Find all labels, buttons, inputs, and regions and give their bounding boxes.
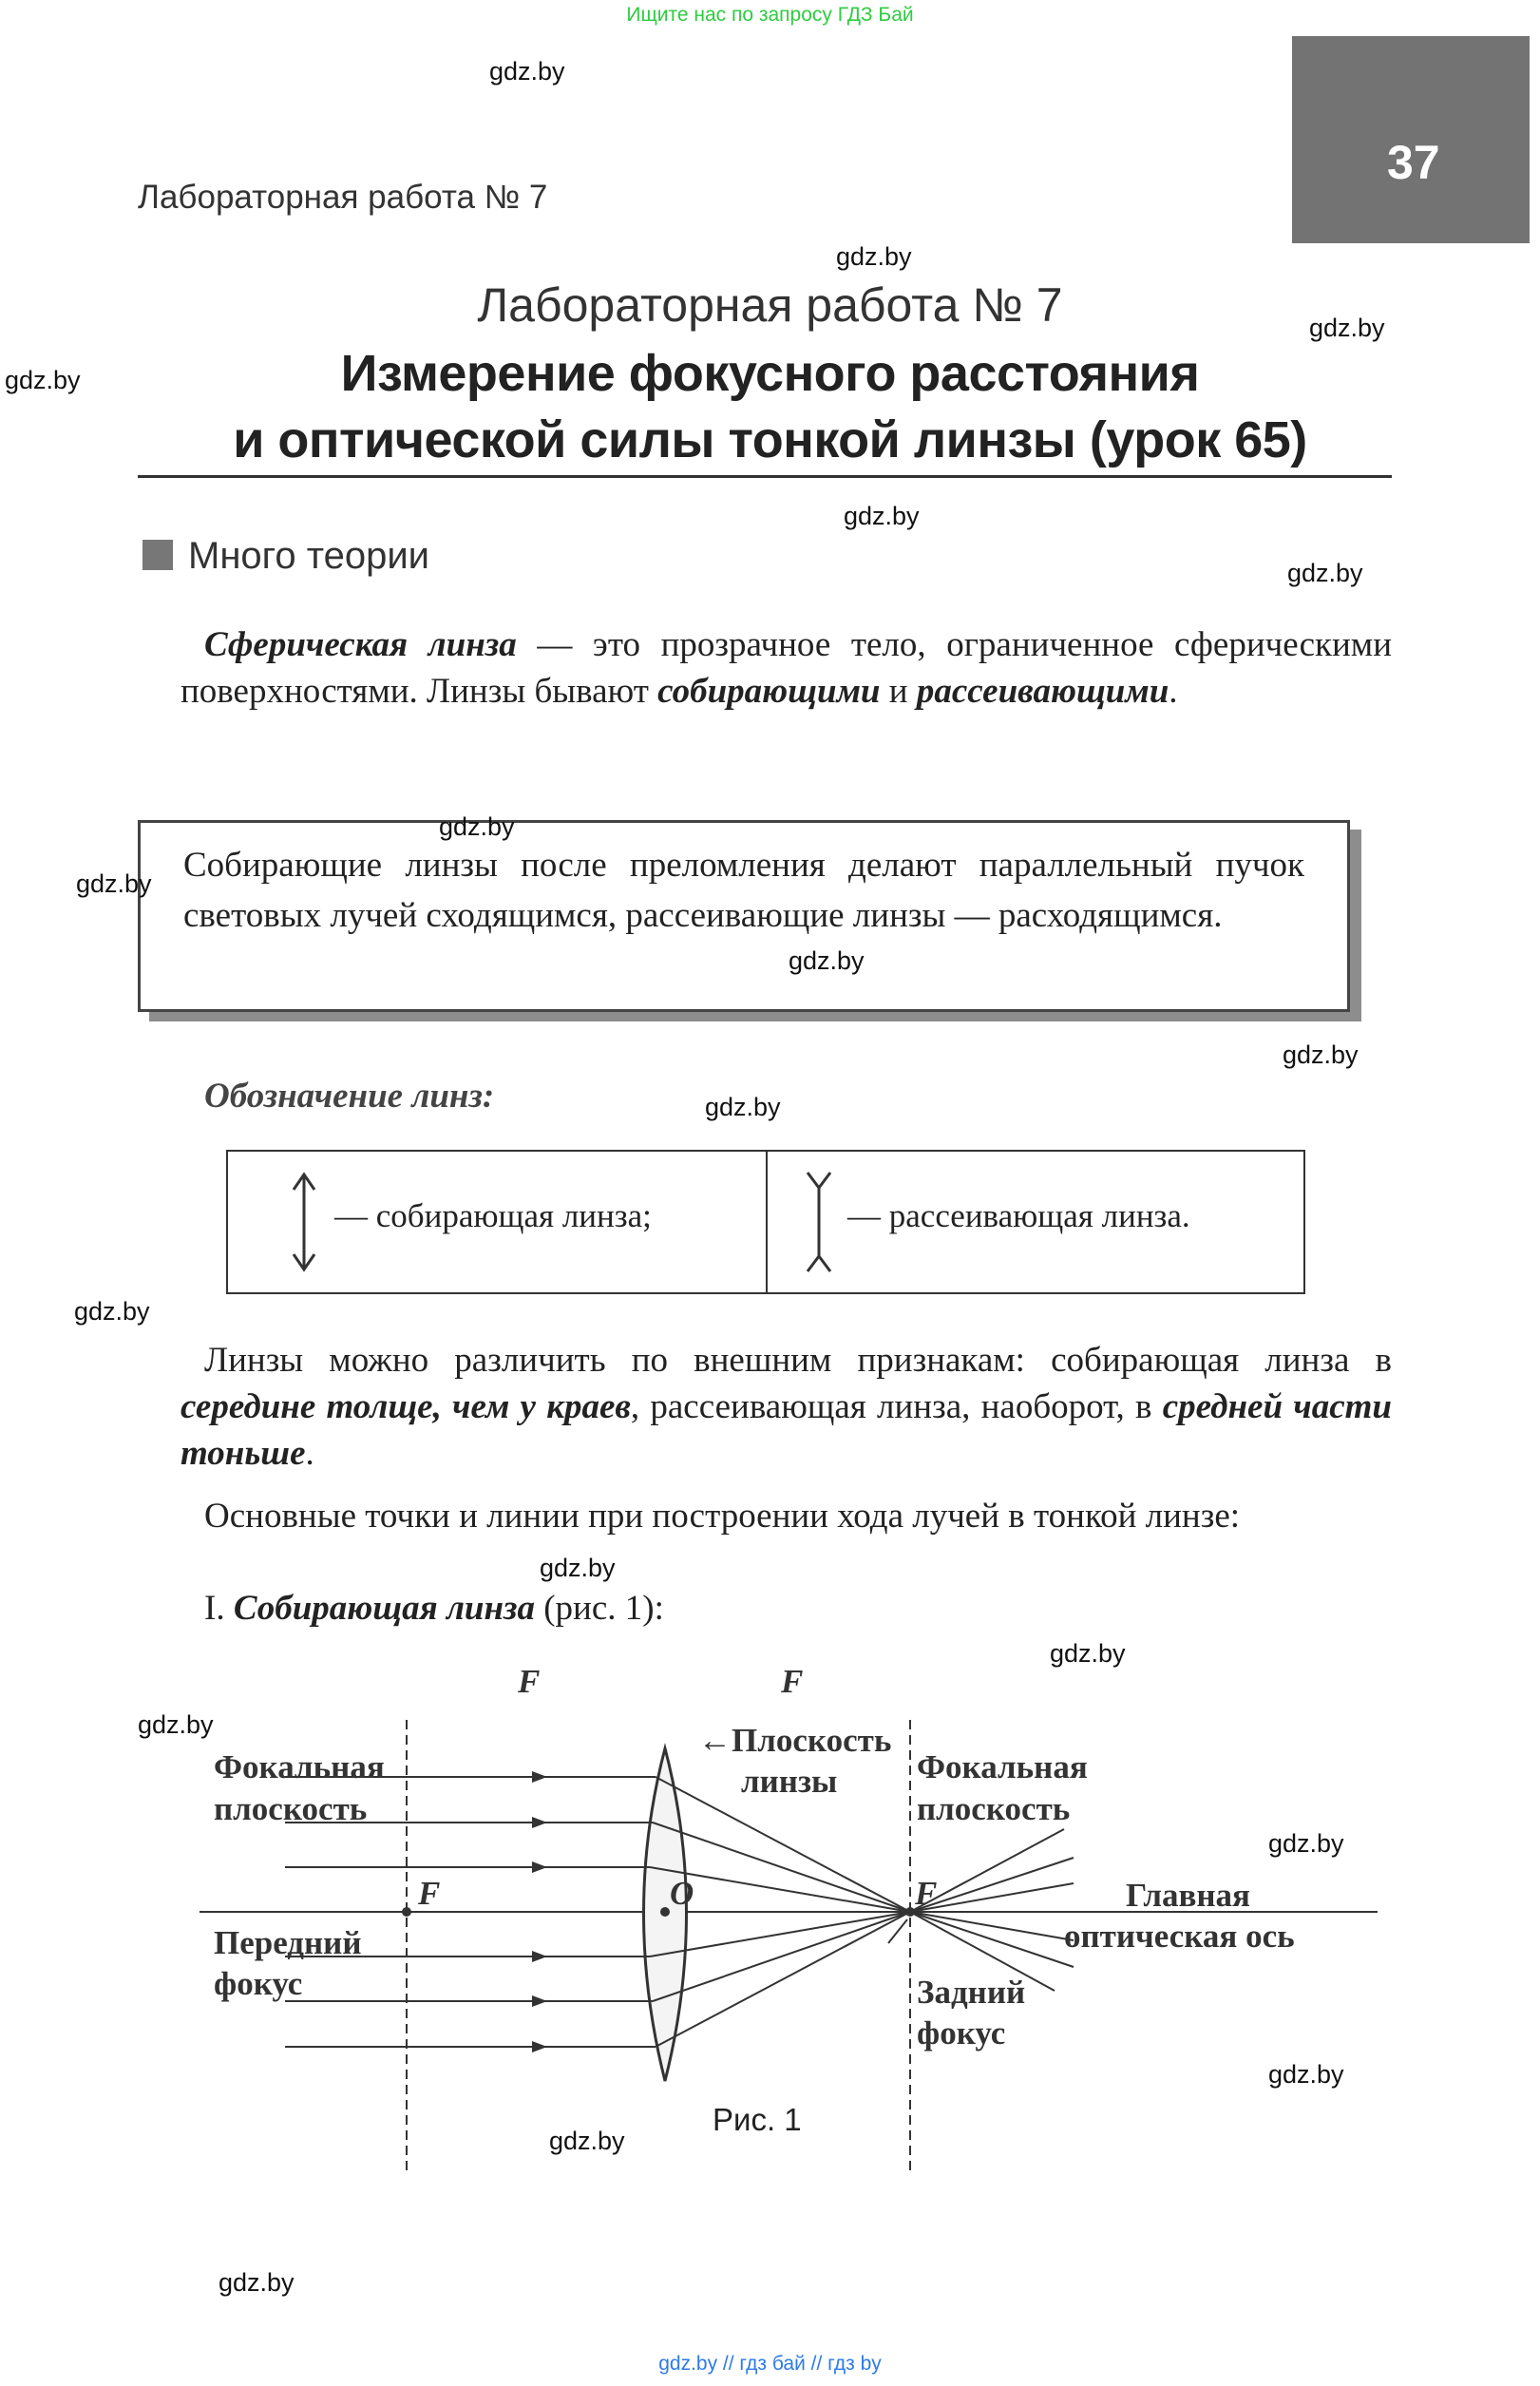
lab-title: Лабораторная работа № 7: [477, 278, 1063, 332]
label-lens-plane-1: ←Плоскость: [698, 1722, 892, 1759]
item1-ref: (рис. 1):: [534, 1589, 664, 1628]
watermark: gdz.by: [1309, 314, 1385, 342]
label-back-focus-2: фокус: [917, 2014, 1006, 2052]
back-focus-pointer: [888, 1919, 907, 1943]
figure-caption: Рис. 1: [713, 2102, 802, 2137]
key-fact-text: Собирающие линзы после преломления делают параллельный пучок световых лучей сходящимся, рассеивающие линзы — расходящимся.: [183, 846, 1304, 935]
distinguish-text1: Линзы можно различить по внешним признакам: собирающая линза в: [204, 1341, 1392, 1380]
diverging-lens-label: — рассеивающая линза.: [847, 1197, 1190, 1234]
watermark: gdz.by: [1050, 1639, 1126, 1668]
distinguish-em1: середине толще, чем у краев: [181, 1387, 631, 1426]
watermark: gdz.by: [1268, 2060, 1344, 2089]
term-collecting: собирающими: [657, 672, 881, 711]
watermark: gdz.by: [489, 57, 565, 86]
item1-heading: [181, 1585, 1392, 1632]
watermark: gdz.by: [439, 812, 515, 841]
label-f-top-left: F: [518, 1663, 541, 1700]
label-focal-right-1: Фокальная: [917, 1748, 1088, 1785]
label-focal-right-2: плоскость: [917, 1790, 1071, 1827]
running-head: Лабораторная работа № 7: [138, 179, 548, 216]
term-diverging: рассеивающими: [916, 672, 1169, 711]
watermark: gdz.by: [705, 1093, 781, 1121]
section-heading: [143, 535, 429, 578]
label-o: O: [670, 1875, 694, 1912]
term-spherical-lens: Сферическая линза: [204, 625, 517, 664]
page-number: 37: [1387, 136, 1440, 189]
legend-title: Обозначение линз:: [204, 1077, 495, 1116]
watermark: gdz.by: [789, 946, 865, 975]
watermark: gdz.by: [219, 2268, 295, 2297]
intro-paragraph: [181, 621, 1392, 715]
watermark: gdz.by: [549, 2127, 625, 2155]
label-focal-left-1: Фокальная: [214, 1748, 385, 1785]
watermark: gdz.by: [76, 869, 152, 898]
bottom-banner[interactable]: gdz.by // гдз бай // гдз by: [658, 2353, 882, 2375]
item1-label: Собирающая линза: [233, 1589, 535, 1628]
label-main-axis-1: Главная: [1126, 1877, 1250, 1914]
main-title-line1: Измерение фокусного расстояния: [340, 345, 1200, 402]
watermark: gdz.by: [1287, 559, 1363, 587]
label-f-mid-right: F: [915, 1875, 938, 1912]
watermark: gdz.by: [836, 242, 912, 271]
label-main-axis-2: оптическая ось: [1064, 1918, 1295, 1955]
main-title-line2: и оптической силы тонкой линзы (урок 65): [233, 411, 1307, 468]
label-lens-plane-2: линзы: [741, 1763, 838, 1800]
diverging-lens-icon: [800, 1169, 838, 1275]
distinguish-paragraph: [181, 1337, 1392, 1477]
watermark: gdz.by: [540, 1554, 616, 1582]
watermark: gdz.by: [844, 502, 920, 530]
watermark: gdz.by: [1268, 1829, 1344, 1858]
watermark: gdz.by: [74, 1297, 150, 1326]
label-front-focus-2: фокус: [214, 1965, 303, 2002]
intro-end: .: [1169, 672, 1178, 711]
watermark: gdz.by: [138, 1710, 214, 1739]
item1-roman: I.: [204, 1589, 234, 1628]
label-front-focus-1: Передний: [214, 1924, 362, 1961]
watermark: gdz.by: [1283, 1040, 1359, 1069]
section-heading-text: Много теории: [188, 535, 430, 577]
label-f-top-right: F: [781, 1663, 804, 1700]
front-focus-point: [402, 1907, 411, 1917]
label-back-focus-1: Задний: [917, 1974, 1026, 2011]
collecting-lens-label: — собирающая линза;: [334, 1197, 652, 1234]
watermark: gdz.by: [5, 366, 81, 394]
distinguish-text3: .: [305, 1434, 314, 1473]
intro-text: — это прозрачное тело, ограниченное сферическими поверхностями. Линзы бывают: [181, 625, 1392, 711]
label-f-mid-left: F: [418, 1875, 441, 1912]
distinguish-em2: средней части тоньше: [181, 1387, 1392, 1473]
key-fact-box: [138, 820, 1350, 1012]
label-focal-left-2: плоскость: [214, 1790, 368, 1827]
title-rule: [138, 475, 1392, 478]
back-focus-point: [905, 1907, 915, 1917]
intro-and: и: [880, 672, 917, 711]
distinguish-text2: , рассеивающая линза, наоборот, в: [630, 1387, 1163, 1426]
points-paragraph: Основные точки и линии при построении хода лучей в тонкой линзе:: [204, 1497, 1241, 1536]
collecting-lens-icon: [285, 1169, 323, 1275]
section-square-icon: [143, 540, 173, 570]
lens-symbol-table: [226, 1150, 1305, 1294]
top-banner[interactable]: Ищите нас по запросу ГДЗ Бай: [626, 4, 914, 26]
optical-center-point: [660, 1907, 670, 1917]
legend-divider: [766, 1152, 768, 1292]
